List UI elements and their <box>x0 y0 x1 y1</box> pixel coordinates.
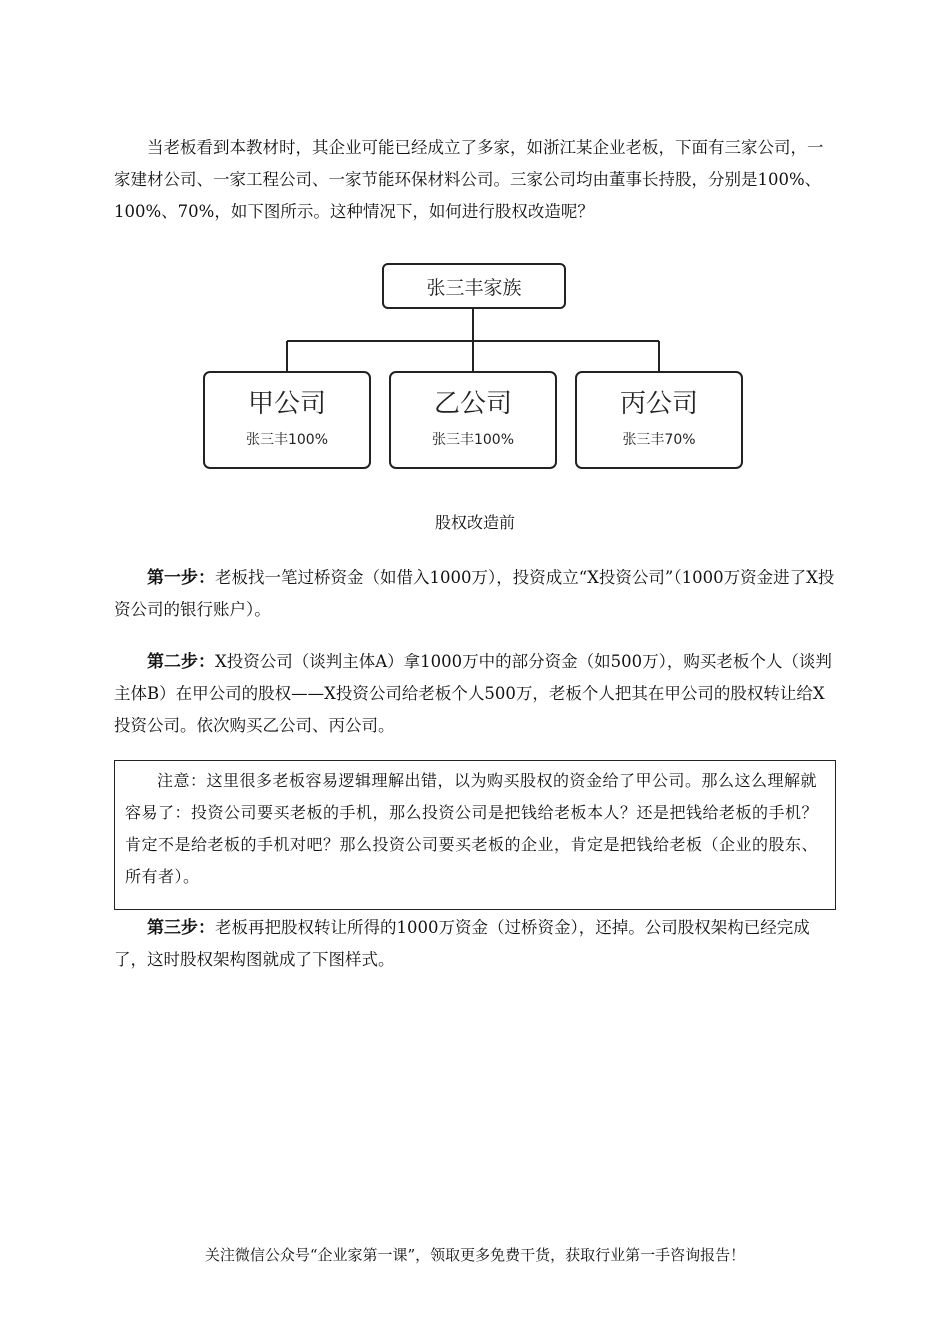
company-node-box-bing <box>576 372 742 468</box>
step-2-text: X投资公司（谈判主体A）拿1000万中的部分资金（如500万），购买老板个人（谈判主体B）在甲公司的股权——X投资公司给老板个人500万，老板个人把其在甲公司的股权转让给X投资公司。依次购买乙公司、丙公司。 <box>114 652 832 735</box>
company-name-bing: 丙公司 <box>619 389 699 419</box>
chart-caption: 股权改造前 <box>434 513 515 532</box>
note-box <box>114 760 836 910</box>
ownership-chart <box>0 0 950 500</box>
intro-paragraph: 当老板看到本教材时，其企业可能已经成立了多家，如浙江某企业老板，下面有三家公司，一家建材公司、一家工程公司、一家节能环保材料公司。三家公司均由董事长持股，分别是100%、100%、70%，如下图所示。这种情况下，如何进行股权改造呢？ <box>114 138 824 221</box>
root-node-label: 张三丰家族 <box>426 277 522 299</box>
company-name-jia: 甲公司 <box>247 389 327 419</box>
company-holding-bing: 张三丰70% <box>622 432 696 448</box>
footer-note: 关注微信公众号“企业家第一课”，领取更多免费干货，获取行业第一手咨询报告！ <box>204 1246 746 1264</box>
step-3-paragraph <box>114 912 838 976</box>
step-2-paragraph <box>114 646 838 742</box>
note-text: 注意：这里很多老板容易逻辑理解出错，以为购买股权的资金给了甲公司。那么这么理解就容易了：投资公司要买老板的手机，那么投资公司是把钱给老板本人？还是把钱给老板的手机？肯定不是给老板的手机对吧？那么投资公司要买老板的企业，肯定是把钱给老板（企业的股东、所有者）。 <box>125 771 819 886</box>
step-3-label: 第三步： <box>147 918 215 938</box>
company-node-box-yi <box>390 372 556 468</box>
company-node-box-jia <box>204 372 370 468</box>
step-1-label: 第一步： <box>147 568 215 588</box>
step-3-text: 老板再把股权转让所得的1000万资金（过桥资金），还掉。公司股权架构已经完成了，这时股权架构图就成了下图样式。 <box>114 918 810 969</box>
company-holding-jia: 张三丰100% <box>245 432 329 448</box>
step-1-text: 老板找一笔过桥资金（如借入1000万），投资成立“X投资公司”（1000万资金进了X投资公司的银行账户）。 <box>114 568 835 619</box>
company-holding-yi: 张三丰100% <box>431 432 515 448</box>
step-1-paragraph <box>114 562 838 626</box>
company-name-yi: 乙公司 <box>433 389 513 419</box>
step-2-label: 第二步： <box>147 652 215 672</box>
